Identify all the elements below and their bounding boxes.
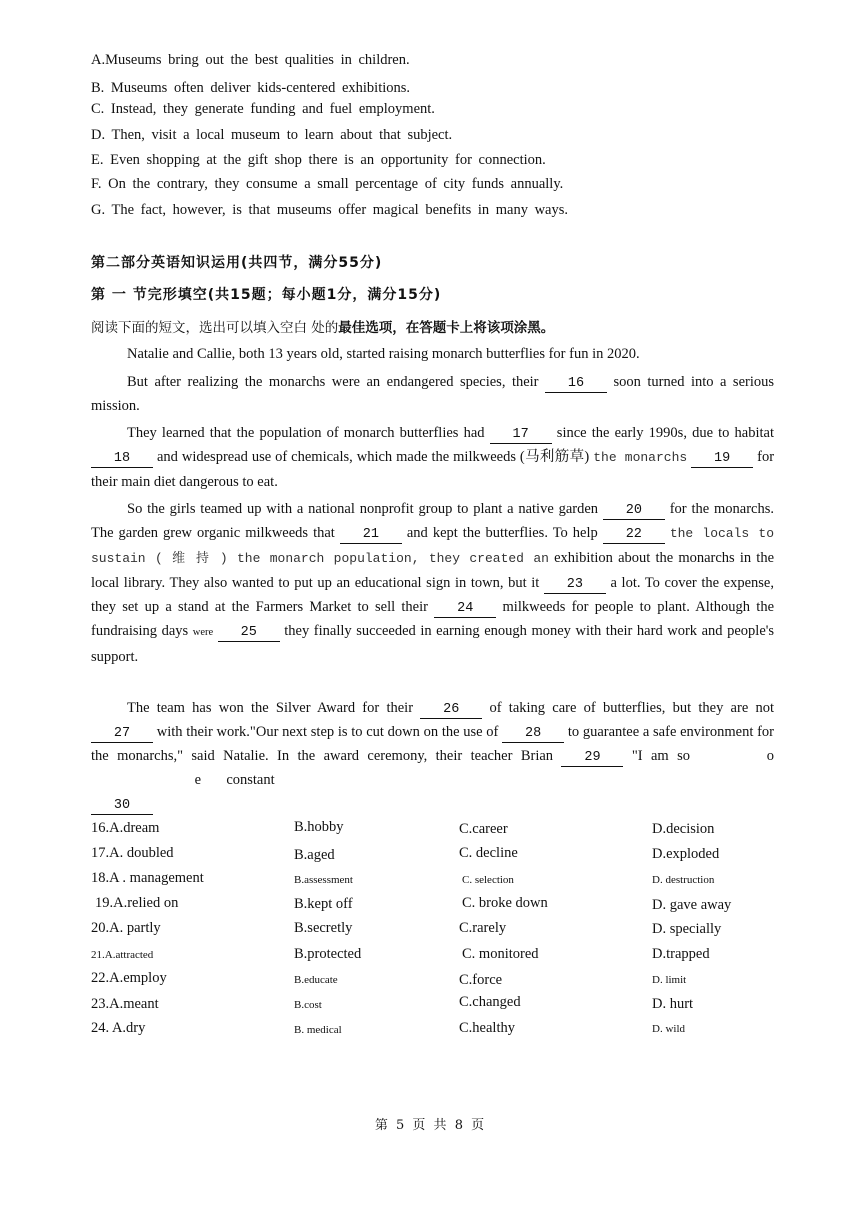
blank-23: 23 — [544, 577, 606, 594]
instruction-plain: 阅读下面的短文，选出可以填入空白 处的 — [91, 320, 339, 336]
choice-19-c: C. broke down — [462, 895, 548, 911]
blank-29: 29 — [561, 750, 623, 767]
section-title: 第 一 节完形填空(共15题；每小题1分，满分15分) — [91, 287, 442, 303]
text: a lot. To cover the expense, they set up a stand at the Farmers Market to sell their — [91, 575, 774, 615]
choice-19-d: D. gave away — [652, 897, 732, 913]
choice-18-b: B.assessment — [294, 874, 353, 886]
text: to guarantee a safe environment for the monarchs," said Natalie. In the award ceremony, their teacher Brian — [91, 724, 775, 764]
passage-paragraph-4 — [91, 497, 774, 669]
passage-paragraph-3 — [91, 421, 774, 494]
text: soon turned into a serious mission. — [91, 374, 775, 414]
instruction — [91, 316, 554, 336]
blank-21: 21 — [340, 527, 402, 544]
blank-27: 27 — [91, 726, 153, 743]
text: exhibition about the monarchs in the local library. They also wanted to put up an educational sign in town, but it — [91, 550, 775, 591]
blank-18: 18 — [91, 451, 153, 468]
text: for the monarchs. The garden grew organic milkweeds that — [91, 501, 774, 541]
blank-19: 19 — [691, 451, 753, 468]
blank-25: 25 — [218, 625, 280, 642]
part-title: 第二部分英语知识运用(共四节，满分55分) — [91, 255, 383, 271]
text: But after realizing the monarchs were an endangered species, their — [127, 374, 539, 390]
choice-24-a: 24. A.dry — [91, 1020, 146, 1036]
text: the locals to sustain ( 维 持 ) the monarch population, they created an — [91, 526, 775, 566]
choice-16-d: D.decision — [652, 821, 715, 837]
choice-24-c: C.healthy — [459, 1020, 515, 1036]
choice-17-a: 17.A. doubled — [91, 845, 174, 861]
option-g: G. The fact, however, is that museums offer magical benefits in many ways. — [91, 202, 569, 218]
passage-paragraph-1: Natalie and Callie, both 13 years old, started raising monarch butterflies for fun in 2020. — [127, 346, 640, 362]
choice-16-a: 16.A.dream — [91, 820, 160, 836]
text: with their work."Our next step is to cut down on the use of — [156, 724, 499, 740]
choice-21-c: C. monitored — [462, 946, 539, 962]
choice-17-b: B.aged — [294, 847, 335, 863]
choice-19-a: 19.A.relied on — [95, 895, 179, 911]
choice-23-a: 23.A.meant — [91, 996, 159, 1012]
text: since the early 1990s, due to habitat — [556, 425, 775, 441]
text: "I am so — [631, 748, 690, 764]
choice-18-c: C. selection — [462, 874, 514, 886]
choice-16-b: B.hobby — [294, 819, 344, 835]
choice-20-b: B.secretly — [294, 920, 353, 936]
choice-20-d: D. specially — [652, 921, 722, 937]
choice-20-c: C.rarely — [459, 920, 507, 936]
text: and kept the butterflies. To help — [406, 525, 598, 541]
text: were — [192, 627, 214, 638]
choice-21-a: 21.A.attracted — [91, 949, 154, 961]
text: The team has won the Silver Award for their — [127, 700, 414, 716]
choice-22-c: C.force — [459, 972, 503, 988]
choice-24-d: D. wild — [652, 1023, 685, 1035]
choice-23-c: C.changed — [459, 994, 521, 1010]
text: of taking care of butterflies, but they are not — [489, 700, 775, 716]
choice-18-a: 18.A . management — [91, 870, 204, 886]
blank-20: 20 — [603, 503, 665, 520]
choice-16-c: C.career — [459, 821, 508, 837]
choice-21-b: B.protected — [294, 946, 362, 962]
choice-22-a: 22.A.employ — [91, 970, 167, 986]
option-a: A.Museums bring out the best qualities in children. — [91, 52, 410, 68]
option-e: E. Even shopping at the gift shop there is an opportunity for connection. — [91, 152, 546, 168]
choice-22-b: B.educate — [294, 974, 338, 986]
text: for their main diet dangerous to eat. — [91, 449, 775, 490]
choice-18-d: D. destruction — [652, 874, 715, 886]
option-f: F. On the contrary, they consume a small percentage of city funds annually. — [91, 176, 564, 192]
choice-21-d: D.trapped — [652, 946, 710, 962]
blank-22: 22 — [603, 527, 665, 544]
text: they finally succeeded in earning enough money with their hard work and people's support. — [91, 623, 775, 665]
passage-paragraph-2 — [91, 370, 774, 418]
choice-24-b: B. medical — [294, 1024, 342, 1036]
text: They learned that the population of monarch butterflies had — [127, 425, 485, 441]
blank-24: 24 — [434, 601, 496, 618]
page-footer: 第 5 页 共 8 页 — [374, 1118, 487, 1133]
text: e — [194, 772, 202, 788]
blank-28: 28 — [502, 726, 564, 743]
choice-19-b: B.kept off — [294, 896, 353, 912]
choice-17-c: C. decline — [459, 845, 518, 861]
text: constant — [226, 772, 275, 788]
choice-22-d: D. limit — [652, 974, 687, 986]
blank-17: 17 — [490, 427, 552, 444]
blank-16: 16 — [545, 376, 607, 393]
passage-paragraph-5 — [91, 696, 774, 816]
choice-20-a: 20.A. partly — [91, 920, 161, 936]
choice-23-b: B.cost — [294, 999, 322, 1011]
choice-17-d: D.exploded — [652, 846, 720, 862]
text: So the girls teamed up with a national nonprofit group to plant a native garden — [127, 501, 599, 517]
text: milkweeds for people to plant. Although the fundraising days — [91, 599, 775, 639]
instruction-bold: 最佳选项，在答题卡上将该项涂黑。 — [338, 320, 555, 336]
text: the monarchs — [593, 450, 688, 465]
choice-23-d: D. hurt — [652, 996, 694, 1012]
option-c: C. Instead, they generate funding and fuel employment. — [91, 101, 435, 117]
option-b: B. Museums often deliver kids-centered exhibitions. — [91, 80, 411, 96]
option-d: D. Then, visit a local museum to learn about that subject. — [91, 127, 453, 143]
text: and widespread use of chemicals, which made the milkweeds (马利筋草) — [156, 449, 590, 465]
blank-30: 30 — [91, 798, 153, 815]
blank-26: 26 — [420, 702, 482, 719]
text: o — [766, 748, 775, 764]
